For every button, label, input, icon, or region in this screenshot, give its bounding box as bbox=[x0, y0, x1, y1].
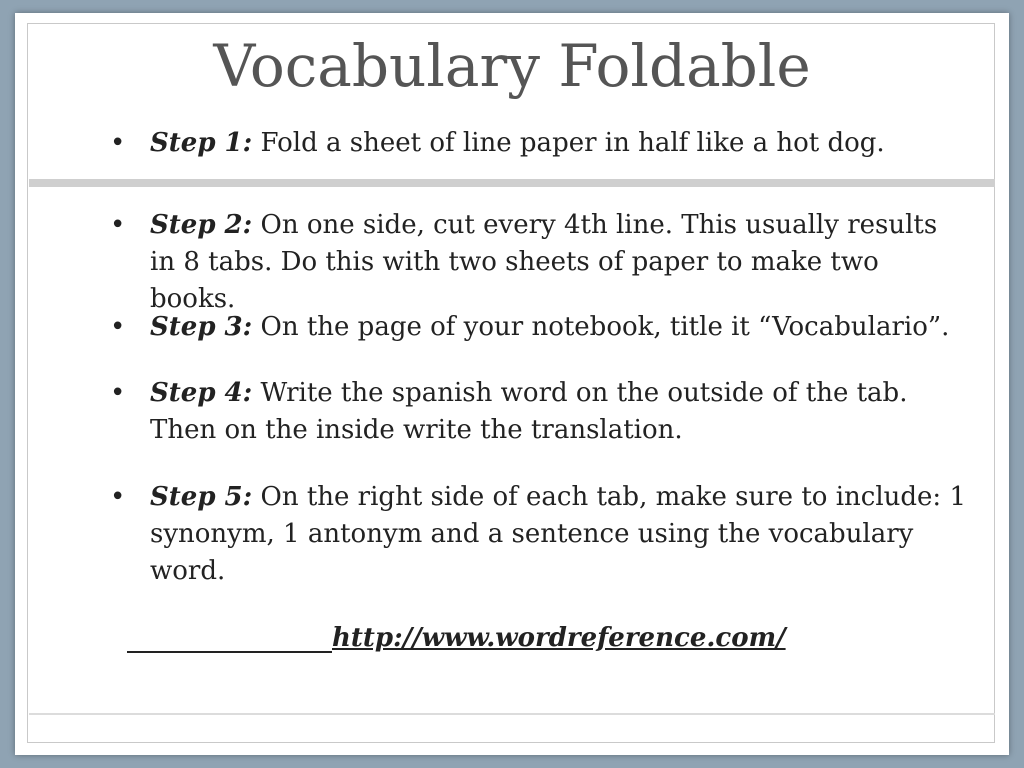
step-2 bbox=[110, 207, 970, 318]
bullet-icon: • bbox=[110, 210, 126, 240]
bullet-icon: • bbox=[110, 128, 126, 158]
bullet-icon: • bbox=[110, 482, 126, 512]
reference-link-line bbox=[127, 623, 786, 653]
underline-spacer bbox=[127, 625, 332, 653]
step-1-label: Step 1: bbox=[150, 128, 253, 158]
step-4-body: Write the spanish word on the outside of the tab. Then on the inside write the translation. bbox=[150, 378, 908, 445]
slide-title: Vocabulary Foldable bbox=[213, 32, 811, 100]
step-1 bbox=[110, 125, 970, 162]
step-2-label: Step 2: bbox=[150, 210, 253, 240]
wordreference-link[interactable]: http://www.wordreference.com/ bbox=[332, 623, 786, 653]
step-5 bbox=[110, 479, 970, 590]
step-3-label: Step 3: bbox=[150, 312, 253, 342]
slide bbox=[15, 13, 1009, 755]
step-1-text bbox=[150, 125, 970, 162]
step-5-text bbox=[150, 479, 970, 590]
footer-divider bbox=[29, 713, 995, 715]
step-2-text bbox=[150, 207, 970, 318]
step-4-text bbox=[150, 375, 970, 449]
title-divider bbox=[29, 179, 995, 187]
step-3 bbox=[110, 309, 970, 346]
step-2-body: On one side, cut every 4th line. This usually results in 8 tabs. Do this with two sheets of paper to make two books. bbox=[150, 210, 938, 314]
step-4-label: Step 4: bbox=[150, 378, 253, 408]
step-3-body: On the page of your notebook, title it “Vocabulario”. bbox=[252, 312, 950, 342]
step-3-text bbox=[150, 309, 970, 346]
bullet-icon: • bbox=[110, 312, 126, 342]
bullet-icon: • bbox=[110, 378, 126, 408]
step-1-body: Fold a sheet of line paper in half like a hot dog. bbox=[252, 128, 885, 158]
step-5-label: Step 5: bbox=[150, 482, 253, 512]
step-5-body: On the right side of each tab, make sure to include: 1 synonym, 1 antonym and a sentence using the vocabulary word. bbox=[150, 482, 966, 586]
step-4 bbox=[110, 375, 970, 449]
